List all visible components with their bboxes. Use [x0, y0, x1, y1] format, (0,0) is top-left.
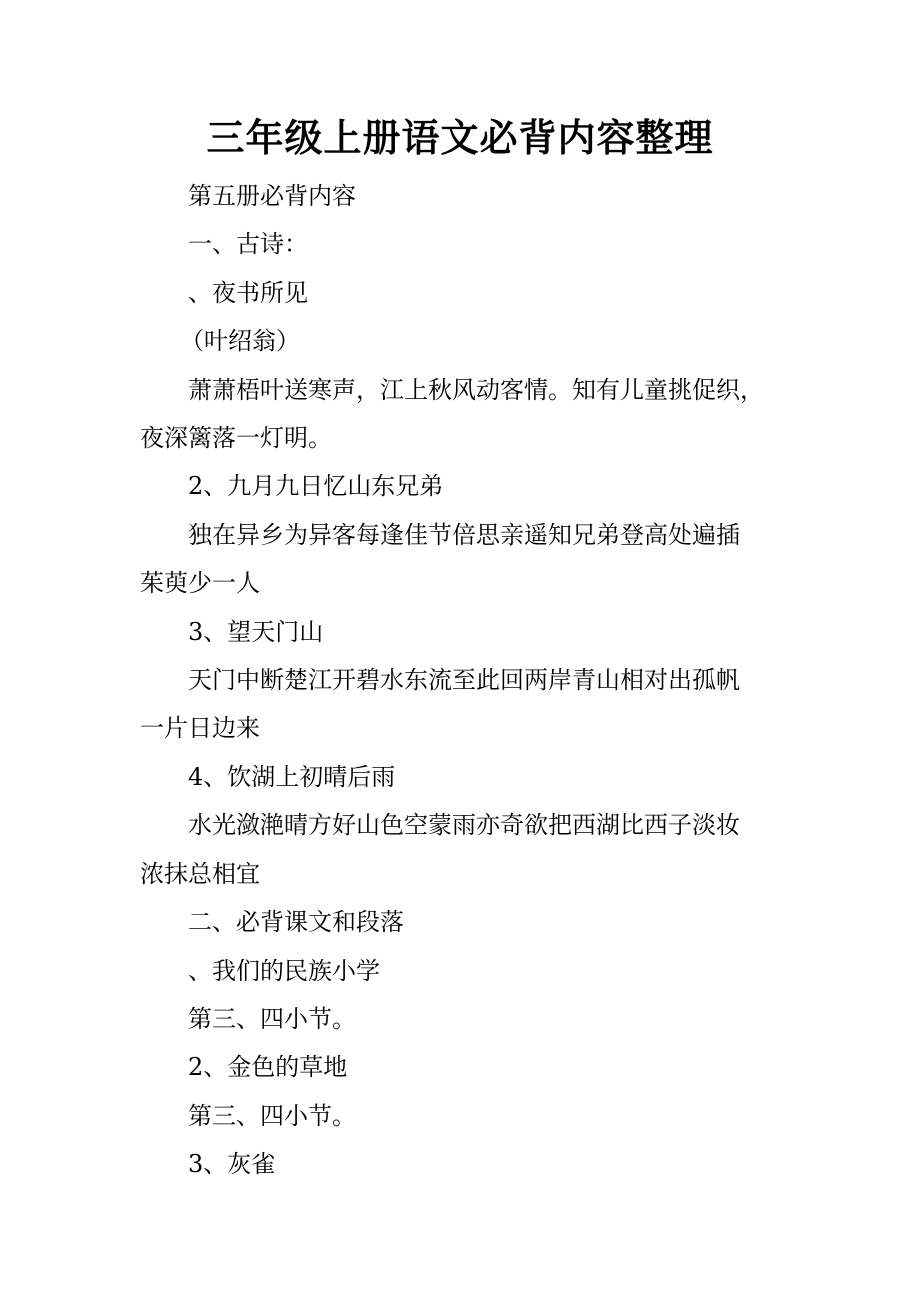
section-heading-poems: 一、古诗：	[188, 230, 308, 259]
poem-title-1: 、夜书所见	[188, 278, 308, 307]
poem-title-3: 3、望天门山	[188, 617, 324, 646]
poem-text-3-line-2: 一片日边来	[140, 714, 260, 743]
text-passage-2: 第三、四小节。	[188, 1101, 356, 1130]
poem-text-4-line-2: 浓抹总相宜	[140, 859, 260, 888]
document-title: 三年级上册语文必背内容整理	[206, 115, 714, 160]
poem-author-1: （叶绍翁）	[180, 327, 300, 356]
text-title-1: 、我们的民族小学	[188, 956, 380, 985]
poem-text-2-line-2: 茱萸少一人	[140, 569, 260, 598]
poem-text-4-line-1: 水光潋滟晴方好山色空蒙雨亦奇欲把西湖比西子淡妆	[188, 811, 740, 840]
poem-title-4: 4、饮湖上初晴后雨	[188, 762, 396, 791]
document-body	[140, 172, 800, 1189]
text-passage-1: 第三、四小节。	[188, 1004, 356, 1033]
poem-title-2: 2、九月九日忆山东兄弟	[188, 472, 444, 501]
text-title-3: 3、灰雀	[188, 1150, 276, 1179]
text-title-2: 2、金色的草地	[188, 1053, 348, 1082]
poem-text-1-line-2: 夜深篱落一灯明。	[140, 424, 332, 453]
poem-text-2-line-1: 独在异乡为异客每逢佳节倍思亲遥知兄弟登高处遍插	[188, 520, 740, 549]
poem-text-1-line-1: 萧萧梧叶送寒声，江上秋风动客情。知有儿童挑促织，	[188, 375, 764, 404]
section-heading-texts: 二、必背课文和段落	[188, 908, 404, 937]
section-heading-volume: 第五册必背内容	[188, 182, 356, 210]
poem-text-3-line-1: 天门中断楚江开碧水东流至此回两岸青山相对出孤帆	[188, 666, 740, 695]
